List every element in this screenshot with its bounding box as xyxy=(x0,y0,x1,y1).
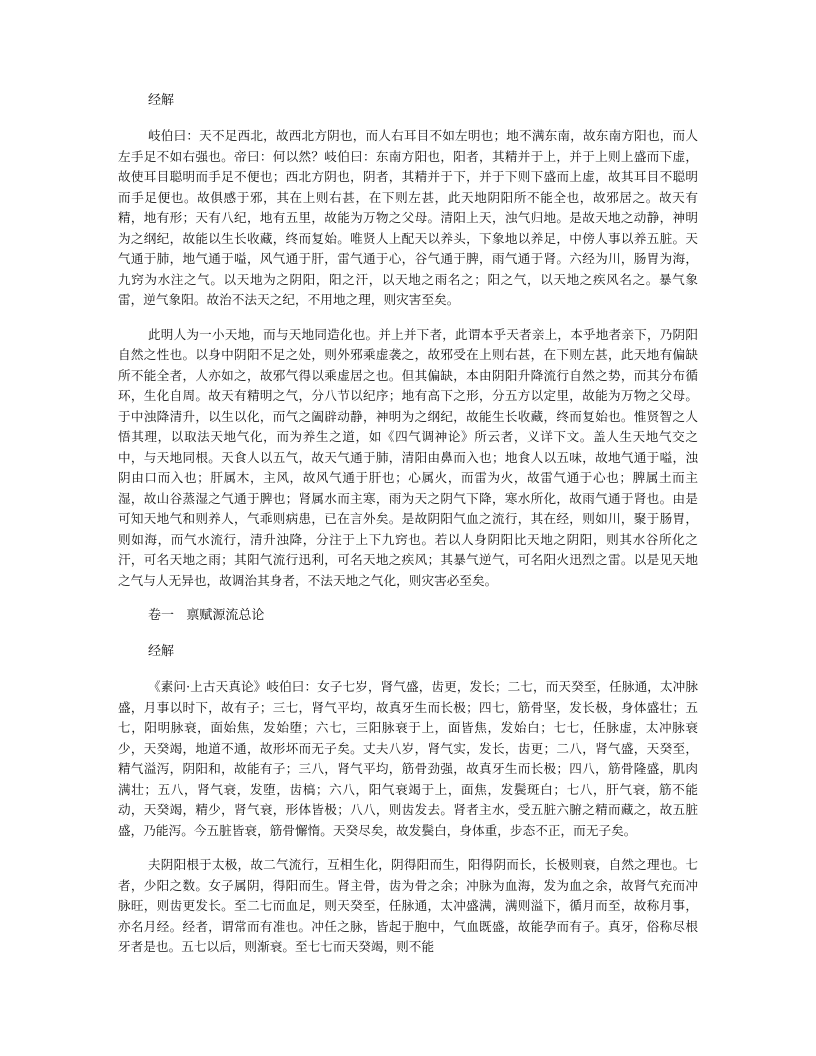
paragraph-commentary: 此明人为一小天地，而与天地同造化也。并上并下者，此谓本乎天者亲上，本乎地者亲下，乃阴阳自然之性也。以身中阴阳不足之处，则外邪乘虚袭之，故邪受在上则右甚，在下则左甚，此天地有偏缺所不能全者，人亦如之，故邪气得以乘虚居之也。但其偏缺，本由阴阳升降流行自然之势，而其分布循环，生化自周。故天有精明之气，分八节以纪序；地有高下之形，分五方以定里，故能为万物之父母。于中浊降清升，以生以化，而气之阖辟动静，神明为之纲纪，故能生长收藏，终而复始也。惟贤智之人悟其理，以取法天地气化，而为养生之道，如《四气调神论》所云者，义详下文。盖人生天地气交之中，与天地同根。天食人以五气，故天气通于肺，清阳由鼻而入也；地食人以五味，故地气通于嗌，浊阴由口而入也；肝属木，主风，故风气通于肝也；心属火，而雷为火，故雷气通于心也；脾属土而主湿，故山谷蒸湿之气通于脾也；肾属水而主寒，雨为天之阴气下降，寒水所化，故雨气通于肾也。由是可知天地气和则养人，气乖则病患，已在言外矣。是故阴阳气血之流行，其在经，则如川，聚于肠胃，则如海，而气水流行，清升浊降，分注于上下九窍也。若以人身阴阳比天地之阴阳，则其水谷所化之汗，可名天地之雨；其阳气流行迅利，可名天地之疾风；其暴气逆气，可名阳火迅烈之雷。以是见天地之气与人无异也，故调治其身者，不法天地之气化，则灾害必至矣。 xyxy=(118,326,698,588)
document-page xyxy=(118,90,698,972)
paragraph-classic-text: 岐伯曰：天不足西北，故西北方阴也，而人右耳目不如左明也；地不满东南，故东南方阳也，而人左手足不如右强也。帝曰：何以然？岐伯曰：东南方阳也，阳者，其精并于上，并于上则上盛而下虚，故使耳目聪明而手足不便也；西北方阴也，阴者，其精并于下，并于下则下盛而上虚，故其耳目不聪明而手足便也。故俱感于邪，其在上则右甚，在下则左甚，此天地阴阳所不能全也，故邪居之。故天有精，地有形；天有八纪，地有五里，故能为万物之父母。清阳上天，浊气归地。是故天地之动静，神明为之纲纪，故能以生长收藏，终而复始。唯贤人上配天以养头，下象地以养足，中傍人事以养五脏。天气通于肺，地气通于嗌，风气通于肝，雷气通于心，谷气通于脾，雨气通于肾。六经为川，肠胃为海，九窍为水注之气。以天地为之阴阳，阳之汗，以天地之雨名之；阳之气，以天地之疾风名之。暴气象雷，逆气象阳。故治不法天之纪，不用地之理，则灾害至矣。 xyxy=(118,128,698,307)
chapter-number: 卷一 xyxy=(148,608,175,623)
paragraph-suwen-quote: 《素问·上古天真论》岐伯曰：女子七岁，肾气盛，齿更，发长；二七，而天癸至，任脉通，太冲脉盛，月事以时下，故有子；三七，肾气平均，故真牙生而长极；四七，筋骨坚，发长极，身体盛壮；五七，阳明脉衰，面始焦，发始堕；六七，三阳脉衰于上，面皆焦，发始白；七七，任脉虚，太冲脉衰少，天癸竭，地道不通，故形坏而无子矣。丈夫八岁，肾气实，发长，齿更；二八，肾气盛，天癸至，精气溢泻，阴阳和，故能有子；三八，肾气平均，筋骨劲强，故真牙生而长极；四八，筋骨隆盛，肌肉满壮；五八，肾气衰，发堕，齿槁；六八，阳气衰竭于上，面焦，发鬓斑白；七八，肝气衰，筋不能动，天癸竭，精少，肾气衰，形体皆极；八八，则齿发去。肾者主水，受五脏六腑之精而藏之，故五脏盛，乃能泻。今五脏皆衰，筋骨懈惰。天癸尽矣，故发鬓白，身体重，步态不正，而无子矣。 xyxy=(118,679,698,838)
chapter-heading xyxy=(118,605,698,627)
section-heading: 经解 xyxy=(148,93,175,108)
paragraph-commentary-2: 夫阴阳根于太极，故二气流行，互相生化，阴得阳而生，阳得阴而长，长极则衰，自然之理也。七者，少阳之数。女子属阴，得阳而生。肾主骨，齿为骨之余；冲脉为血海，发为血之余，故肾气充而冲脉旺，则齿更发长。至二七而血足，则天癸至，任脉通，太冲盛满，满则溢下，循月而至，故称月事，亦名月经。经者，谓常而有准也。冲任之脉，皆起于胞中，气血既盛，故能孕而有子。真牙，俗称尽根牙者是也。五七以后，则渐衰。至七七而天癸竭，则不能 xyxy=(118,857,698,954)
section-heading-2: 经解 xyxy=(148,644,175,659)
chapter-title: 禀赋源流总论 xyxy=(186,608,265,623)
